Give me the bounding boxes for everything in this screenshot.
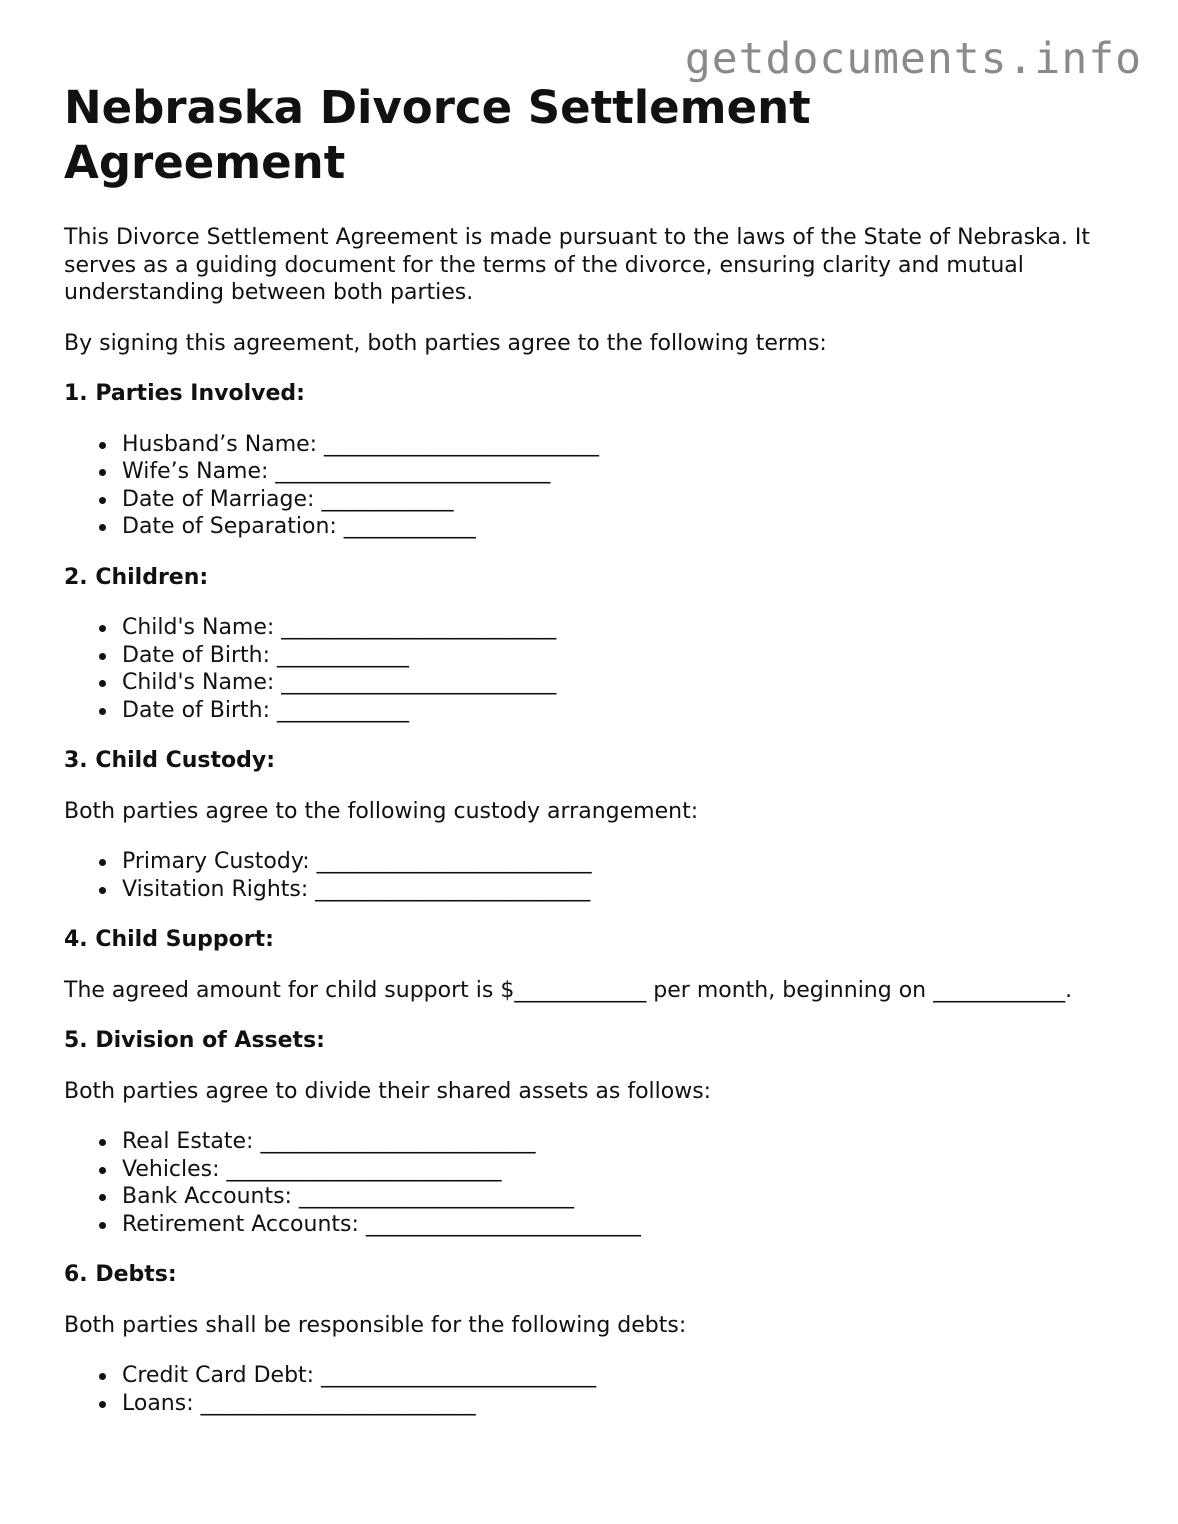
list-item: Vehicles: _________________________ [64, 1156, 1124, 1184]
section-heading-custody: 3. Child Custody: [64, 748, 276, 773]
assets-list [64, 1128, 1124, 1238]
section-heading-children: 2. Children: [64, 564, 209, 590]
list-item: Husband’s Name: _________________________ [64, 431, 1124, 459]
list-item: Wife’s Name: _________________________ [64, 458, 1124, 486]
list-item: Retirement Accounts: _________________________ [64, 1211, 1124, 1239]
agree-line: By signing this agreement, both parties agree to the following terms: [64, 330, 827, 356]
section-heading-support: 4. Child Support: [64, 927, 274, 952]
debts-list [64, 1362, 1124, 1417]
list-item: Child's Name: _________________________ [64, 614, 1124, 642]
list-item: Date of Separation: ____________ [64, 513, 1124, 541]
list-item: Bank Accounts: _________________________ [64, 1183, 1124, 1211]
watermark: getdocuments.info [684, 34, 1142, 84]
list-item: Child's Name: _________________________ [64, 669, 1124, 697]
custody-list [64, 848, 1124, 903]
list-item: Date of Birth: ____________ [64, 642, 1124, 670]
parties-list [64, 431, 1124, 541]
custody-text: Both parties agree to the following custody arrangement: [64, 798, 699, 824]
section-heading-assets: 5. Division of Assets: [64, 1028, 325, 1053]
list-item: Credit Card Debt: _________________________ [64, 1362, 1124, 1390]
list-item: Date of Birth: ____________ [64, 697, 1124, 725]
list-item: Date of Marriage: ____________ [64, 486, 1124, 514]
list-item: Loans: _________________________ [64, 1390, 1124, 1418]
intro-paragraph: This Divorce Settlement Agreement is made pursuant to the laws of the State of Nebraska. It serves as a guiding document for the terms of the divorce, ensuring clarity and mutual understanding between both parties. [64, 225, 1090, 305]
document-page [64, 80, 1124, 1440]
section-heading-debts: 6. Debts: [64, 1262, 177, 1287]
page-title: Nebraska Divorce Settlement Agreement [64, 81, 811, 189]
debts-text: Both parties shall be responsible for the following debts: [64, 1312, 687, 1338]
children-list [64, 614, 1124, 724]
support-text: The agreed amount for child support is $____________ per month, beginning on ____________. [64, 977, 1073, 1003]
assets-text: Both parties agree to divide their shared assets as follows: [64, 1078, 712, 1104]
list-item: Primary Custody: _________________________ [64, 848, 1124, 876]
list-item: Visitation Rights: _________________________ [64, 876, 1124, 904]
section-heading-parties: 1. Parties Involved: [64, 381, 305, 406]
list-item: Real Estate: _________________________ [64, 1128, 1124, 1156]
